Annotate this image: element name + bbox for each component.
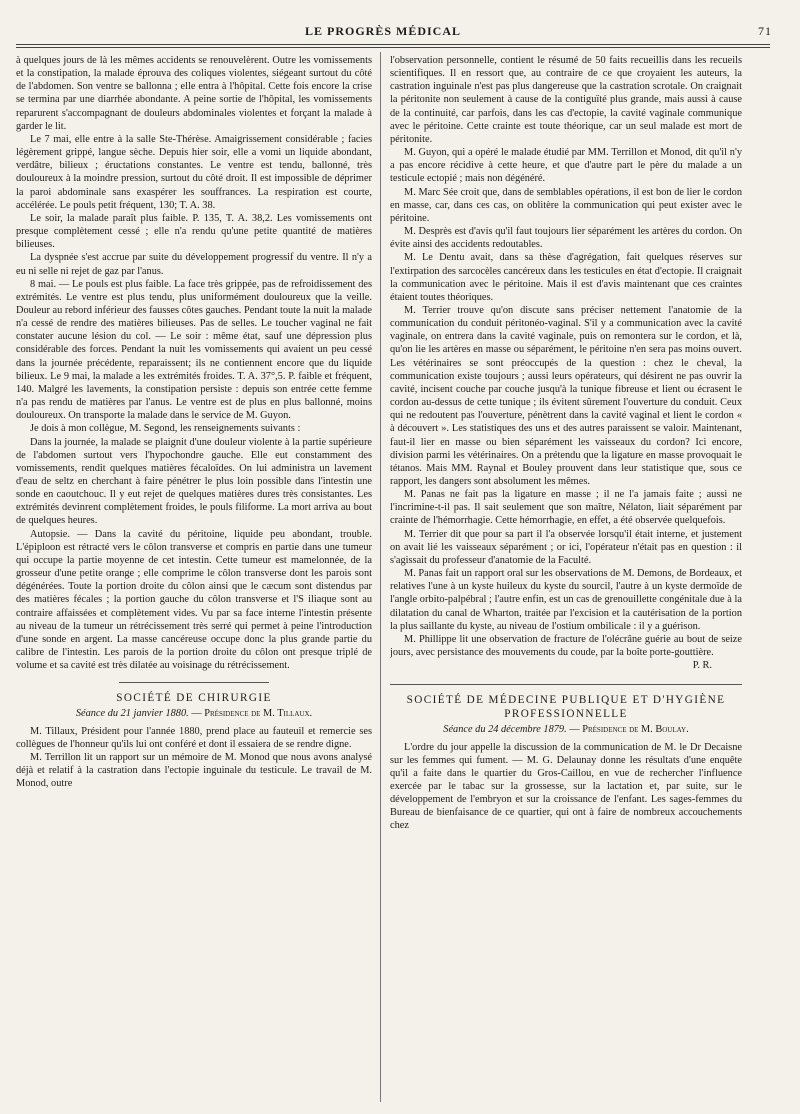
paragraph: M. Tillaux, Président pour l'année 1880, prend place au fauteuil et remercie ses collègues de l'honneur qu'ils lui ont conféré et dont il essaiera de se rendre digne.: [16, 725, 372, 750]
paragraph: Dans la journée, la malade se plaignit d'une douleur violente à la partie supérieure de l'abdomen surtout vers l'hypochondre gauche. Elle eut constamment des vomissements, rendit quelques matières fécaloïdes. On lui administra un lavement d'eau de seltz en cherchant à faire pénétrer le plus loin possible dans l'intestin une sonde en caoutchouc. Il y eut rejet de quelques matières dures très consistantes. Les extrémités devinrent complètement froides, le pouls filiforme. La mort arriva au bout de quelques heures.: [16, 436, 372, 527]
section-subtitle: [16, 707, 372, 720]
signature: P. R.: [692, 660, 712, 672]
paragraph: M. Terrier trouve qu'on discute sans préciser nettement l'anatomie de la communication du conduit péritonéo-vaginal. S'il y a communication avec la cavité vaginale, on entrera dans la cavité vaginale, puis on remontera sur le cordon, et là, qu'on lie les artères en masse ou séparément, le péritoine n'en sera pas moins ouvert. Les vétérinaires se sont préoccupés de la question : chez le cheval, la communication existe toujours ; aussi leurs opérateurs, qui désirent ne pas ouvrir la cavité, incisent couche par couche jusqu'à la tunique fibreuse et lient ou écrasent le cordon au-dessus de cette tunique ; ils évitent sûrement l'ouverture du conduit. Ceux qui ne redoutent pas l'ouverture, pénètrent dans la cavité vaginal et lient le cordon « à découvert ». Les statistiques des uns et des autres paraissent se valoir. Maintenant, faut-il lier en masse ou bien séparément les vaisseaux du cordon? Ici encore, division parmi les vétérinaires. On a prétendu que la ligature en masse provoquait le tétanos. Mais MM. Raynal et Bouley prouvent dans leur statistique que, sous ce rapport, les dangers sont absolument les mêmes.: [390, 304, 742, 487]
paragraph: M. Le Dentu avait, dans sa thèse d'agrégation, fait quelques réserves sur l'extirpation des sarcocèles cancéreux dans les testicules en état d'ectopie. Il craignait la communication avec le péritoine. Mais il est d'avis maintenant que ces craintes étaient toutes théoriques.: [390, 252, 742, 303]
paragraph: M. Terrier dit que pour sa part il l'a observée lorsqu'il était interne, et justement on avait lié les vaisseaux séparément ; or ici, l'opérateur n'était pas en question : il s'agissait du professeur d'anatomie de la Faculté.: [390, 528, 742, 566]
paragraph: L'ordre du jour appelle la discussion de la communication de M. le Dr Decaisne sur les femmes qui fument. — M. G. Delaunay donne les résultats d'une enquête qu'il a faite dans le quartier du Gros-Caillou, en vue de rechercher l'influence exercée par le tabac sur la grossesse, sur la lactation et, par suite, sur le développement de l'embryon et sur la croissance de l'enfant. Les sages-femmes du Bureau de bienfaisance de ce quartier, qui ont à faire de nombreux accouchements chez: [390, 741, 742, 832]
section-subtitle: [390, 723, 742, 736]
journal-title: LE PROGRÈS MÉDICAL: [304, 24, 462, 38]
paragraph: M. Panas fait un rapport oral sur les observations de M. Demons, de Bordeaux, et relatives l'une à un kyste huileux du kyste du sourcil, l'autre à un kyste dermoïde de l'angle orbito-palpébral ; l'autre enfin, est un cas de grenouillette congénitale due à la dilatation du canal de Wharton, traitée par l'excision et la cautérisation de la portion la plus saillante du kyste, au niveau de l'ostium ombilicale : il y a guérison.: [390, 568, 742, 632]
page-number: 71: [758, 24, 772, 38]
section-rule: [119, 682, 269, 683]
paragraph: Le soir, la malade paraît plus faible. P. 135, T. A. 38,2. Les vomissements ont presque complètement cessé ; elle n'a rendu qu'une petite quantité de matières bilieuses.: [16, 212, 372, 251]
paragraph: à quelques jours de là les mêmes accidents se renouvelèrent. Outre les vomissements et la constipation, la malade éprouva des coliques violentes, siégeant surtout du côté de l'abdomen. Son ventre se ballonna ; elle entra à l'hôpital. Cette fois encore la crise se termina par une diarrhée abondante. A peine sortie de l'hôpital, les vomissements reparurent s'accompagnant de douleurs abdominales violentes et forçant la malade à garder le lit.: [16, 55, 372, 132]
paragraph: M. Guyon, qui a opéré le malade étudié par MM. Terrillon et Monod, dit qu'il n'y a pas encore récidive à cette heure, et que d'autre part le père du malade a un testicule ectopié ; mais non dégénéré.: [390, 147, 742, 185]
paragraph: Autopsie. — Dans la cavité du péritoine, liquide peu abondant, trouble. L'épiploon est rétracté vers le côlon transverse et compris en partie dans une tumeur qui occupe la partie moyenne de cet intestin. Cette tumeur est mamelonnée, de la grosseur d'une petite orange ; elle comprime le côlon transverse dont les parois sont dégénérées. Toute la portion droite du côlon ainsi que le cæcum sont distendus par des matières fécales ; la portion gauche du côlon transverse et l'S iliaque sont au contraire affaissées et complètement vides. Vu par sa face interne l'intestin présente au niveau de la tumeur un rétrécissement très serré qui permet à peine l'introduction d'une sonde en argent. La masse cancéreuse occupe donc la plus grande partie du calibre de l'intestin. Les parois de la portion droite du côlon ont presque triplé de volume et sa cavité est très dilatée au voisinage du rétrécissement.: [16, 528, 372, 672]
page-header: [16, 24, 772, 42]
section-rule: [390, 684, 742, 685]
paragraph: l'observation personnelle, contient le résumé de 50 faits recueillis dans les recueils scientifiques. Il en ressort que, au contraire de ce que croyaient les auteurs, la castration inguinale n'est pas plus dangereuse que la castration scrotale. On craignait la péritonite non seulement à cause de la contiguïté plus grande, mais aussi à cause de la continuité, car parfois, dans les cas d'ectopie, la cavité vaginale communique avec le péritoine. Cette crainte est toute théorique, car un seul malade est mort de péritonite.: [390, 55, 742, 145]
paragraph: M. Terrillon lit un rapport sur un mémoire de M. Monod que nous avons analysé déjà et relatif à la castration dans l'ectopie inguinale du testicule. Le travail de M. Monod, outre: [16, 751, 372, 790]
left-column: [16, 54, 372, 1104]
seance-date: Séance du 24 décembre 1879.: [443, 724, 567, 736]
paragraph: 8 mai. — Le pouls est plus faible. La face très grippée, pas de refroidissement des extrémités. Le ventre est plus tendu, plus uniformément douloureux que la veille. Douleur au rebord inférieur des fausses côtes gauches. Pendant toute la nuit la malade n'a cessé de rendre des matières bilieuses. Pas de selles. Le toucher vaginal ne fait constater aucune lésion du col. — Le soir : même état, sauf une dépression plus considérable des forces. Pendant la nuit les vomissements qui avaient un peu cessé dans la journée précédente, reparaissent; ils ne contiennent encore que du liquide bilieux. Le 9 mai, la malade a les extrémités froides. T. A. 37°,5. P. faible et fréquent, 140. Malgré les lavements, la constipation persiste : depuis son entrée cette femme n'a pas rendu de matières par l'anus. Le ventre est de plus en plus ballonné, moins douloureux. On transporte la malade dans le service de M. Guyon.: [16, 278, 372, 422]
paragraph: La dyspnée s'est accrue par suite du développement progressif du ventre. Il n'y a eu ni selle ni rejet de gaz par l'anus.: [16, 252, 372, 277]
paragraph: M. Panas ne fait pas la ligature en masse ; il ne l'a jamais faite ; aussi ne l'incrimine-t-il pas. Il sait seulement que son maître, Nélaton, liait séparément par crainte de l'hémorrhagie. Cette hémorrhagie, en effet, a été observée quelquefois.: [390, 489, 742, 527]
presidence: — Présidence de M. Boulay.: [569, 724, 689, 736]
header-rule-double: [16, 47, 770, 48]
presidence: — Présidence de M. Tillaux.: [191, 708, 313, 720]
header-rule: [16, 44, 770, 45]
column-divider: [380, 52, 381, 1102]
paragraph: M. Desprès est d'avis qu'il faut toujours lier séparément les artères du cordon. On évite ainsi des accidents redoutables.: [390, 226, 742, 251]
section-title: SOCIÉTÉ DE MÉDECINE PUBLIQUE ET D'HYGIÈNE PROFESSIONNELLE: [406, 694, 726, 721]
paragraph: M. Marc Sée croit que, dans de semblables opérations, il est bon de lier le cordon en masse, car, dans ces cas, on oblitère la communication qui peut exister avec le péritoine.: [390, 186, 742, 224]
paragraph: Je dois à mon collègue, M. Segond, les renseignements suivants :: [30, 423, 301, 435]
right-column: [390, 54, 742, 1104]
paragraph: Le 7 mai, elle entre à la salle Ste-Thérèse. Amaigrissement considérable ; facies légèrement grippé, langue sèche. Depuis hier soir, elle a vomi un liquide abondant, verdâtre, bilieux ; éructations constantes. Le ventre est tendu, ballonné, très douloureux à la moindre pression, surtout du côté droit. Il est impossible de déprimer la paroi abdominale sans exaspérer les souffrances. La respiration est courte, accélérée. Le pouls petit fréquent, 130; T. A. 38.: [16, 133, 372, 211]
seance-date: Séance du 21 janvier 1880.: [75, 708, 189, 720]
section-title: SOCIÉTÉ DE CHIRURGIE: [116, 692, 272, 705]
paragraph: M. Phillippe lit une observation de fracture de l'olécrâne guérie au bout de seize jours, avec persistance des mouvements du coude, par la boîte porte-gouttière.: [390, 633, 742, 659]
